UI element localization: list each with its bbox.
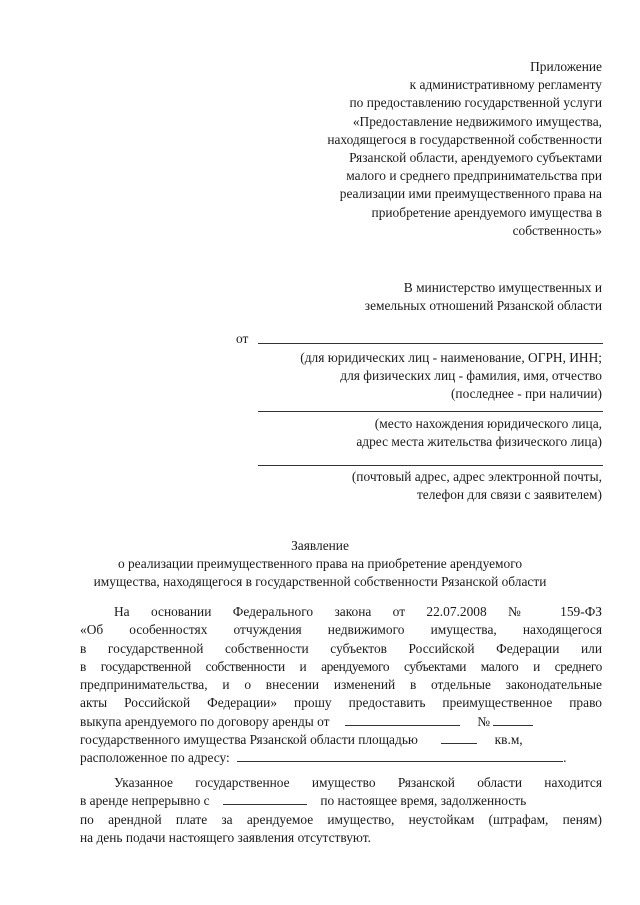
from-label: от: [236, 331, 249, 346]
hint-line: (место нахождения юридического лица,: [374, 416, 602, 431]
address-text: расположенное по адресу:: [80, 750, 230, 766]
hint-line: (для юридических лиц - наименование, ОГРН, ИНН;: [300, 350, 602, 365]
appendix-line: Приложение: [530, 59, 602, 74]
paragraph-line: акты Российской Федерации» прошу предоставить преимущественное право: [80, 695, 602, 711]
applicant-hint-1: [300, 349, 602, 404]
hint-line: (почтовый адрес, адрес электронной почты,: [351, 469, 602, 484]
lease-period-rest: по настоящее время, задолженность: [320, 793, 527, 809]
lease-period-text: в аренде непрерывно с: [80, 793, 210, 809]
number-sign: №: [477, 713, 491, 729]
document-subtitle-1: о реализации преимущественного права на приобретение арендуемого: [117, 556, 523, 571]
lease-text: выкупа арендуемого по договору аренды от: [80, 713, 330, 729]
paragraph-line: На основании Федерального закона от 22.07.2008 № 159-ФЗ: [114, 604, 602, 619]
hint-line: адрес места жительства физического лица): [356, 434, 602, 450]
appendix-line: Рязанской области, арендуемого субъектами: [349, 150, 602, 166]
paragraph-line: предпринимательства, и о внесении изменений в отдельные законодательные: [80, 677, 602, 693]
appendix-line: по предоставлению государственной услуги: [349, 95, 602, 111]
document-title: Заявление: [291, 538, 349, 553]
applicant-hint-3: [352, 468, 602, 504]
appendix-line: малого и среднего предпринимательства при: [346, 168, 602, 184]
addressee-block: [365, 279, 602, 315]
hint-line: телефон для связи с заявителем): [416, 487, 602, 503]
address-end: .: [563, 750, 567, 766]
appendix-line: к административному регламенту: [409, 77, 602, 93]
paragraph-line: [80, 713, 602, 731]
applicant-contact-line[interactable]: [258, 465, 603, 466]
paragraph-line: [80, 731, 602, 749]
applicant-address-line[interactable]: [258, 411, 603, 412]
document-subtitle-2: имущества, находящегося в государственной собственности Рязанской области: [93, 574, 547, 589]
paragraph-line: Указанное государственное имущество Рязанской области находится: [114, 775, 602, 790]
appendix-line: приобретение арендуемого имущества в: [371, 204, 602, 220]
property-address-field[interactable]: [237, 749, 563, 762]
paragraph-line: «Об особенностях отчуждения недвижимого имущества, находящегося: [80, 622, 602, 638]
paragraph-line: [80, 792, 602, 810]
area-unit: кв.м,: [494, 732, 523, 748]
addressee-line: земельных отношений Рязанской области: [364, 298, 602, 314]
area-field[interactable]: [441, 731, 477, 744]
appendix-line: собственность»: [512, 222, 602, 238]
paragraph-line: по арендной плате за арендуемое имущество, неустойкам (штрафам, пеням): [80, 811, 602, 827]
paragraph-line: в государственной собственности и арендуемого субъектами малого и среднего: [80, 658, 602, 674]
appendix-line: «Предоставление недвижимого имущества,: [352, 113, 602, 129]
hint-line: для физических лиц - фамилия, имя, отчество: [340, 368, 602, 384]
appendix-line: реализации ими преимущественного права на: [339, 186, 602, 202]
applicant-name-line[interactable]: [258, 343, 603, 344]
appendix-line: находящегося в государственной собственности: [327, 131, 602, 147]
paragraph-line: на день подачи настоящего заявления отсутствуют.: [80, 829, 371, 845]
lease-start-field[interactable]: [223, 792, 307, 805]
paragraph-1: [80, 603, 602, 768]
applicant-hint-2: [356, 415, 602, 451]
paragraph-line: в государственной собственности субъектов Российской Федерации или: [80, 640, 602, 656]
hint-line: (последнее - при наличии): [450, 386, 602, 402]
paragraph-line: [80, 749, 602, 767]
appendix-block: [327, 58, 602, 240]
lease-date-field[interactable]: [345, 713, 460, 726]
area-text: государственного имущества Рязанской области площадью: [80, 732, 418, 748]
paragraph-2: [80, 774, 602, 847]
lease-number-field[interactable]: [493, 713, 533, 726]
addressee-line: В министерство имущественных и: [403, 280, 602, 295]
